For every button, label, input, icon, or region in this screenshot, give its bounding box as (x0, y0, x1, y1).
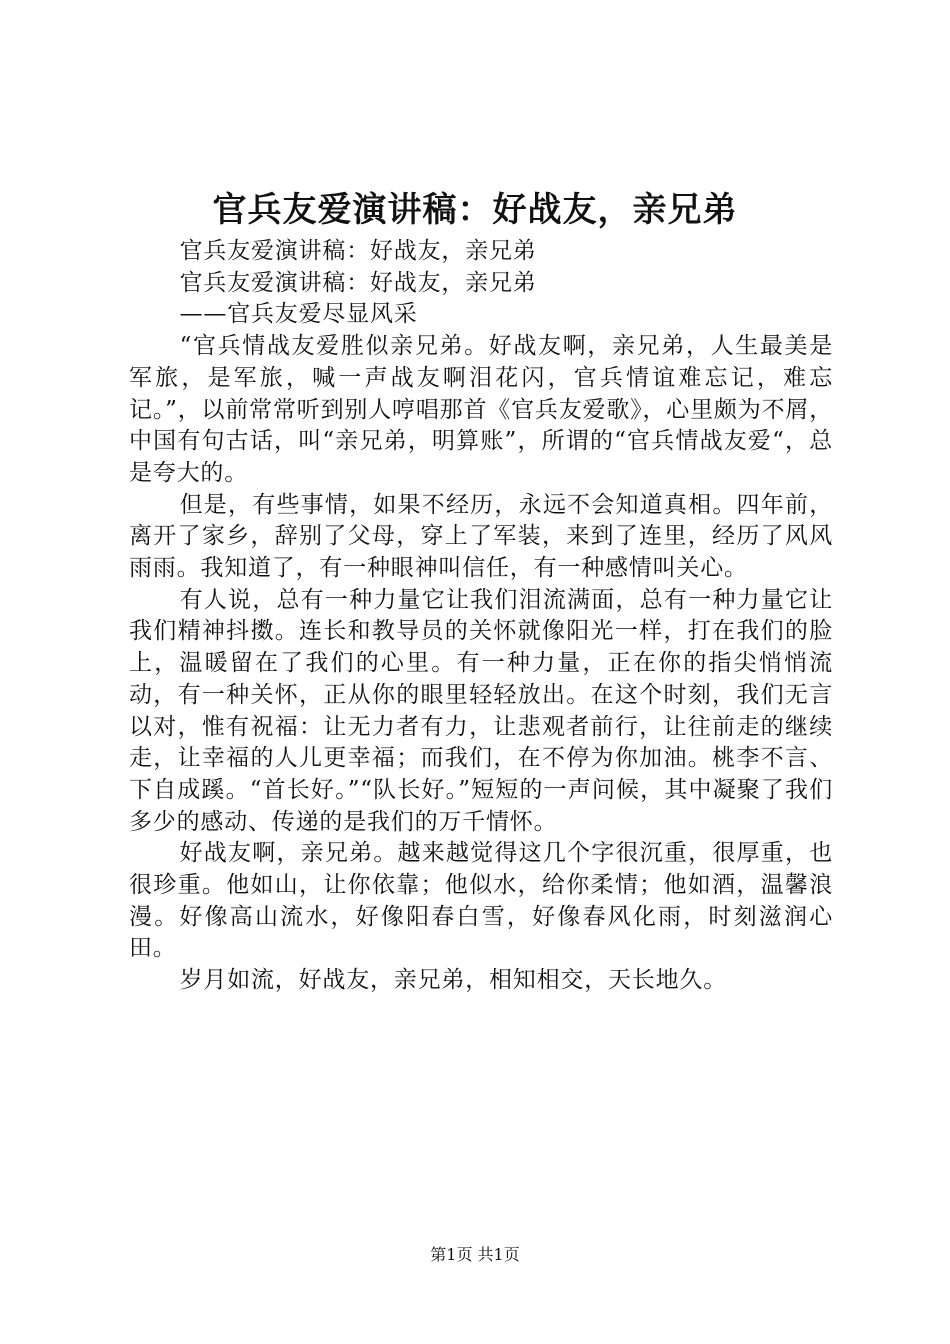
paragraph-3: 有人说，总有一种力量它让我们泪流满面，总有一种力量它让我们精神抖擞。连长和教导员的关怀就像阳光一样，打在我们的脸上，温暖留在了我们的心里。有一种力量，正在你的指尖悄悄流动，有一种关怀，正从你的眼里轻轻放出。在这个时刻，我们无言以对，惟有祝福：让无力者有力，让悲观者前行，让往前走的继续走，让幸福的人儿更幸福；而我们，在不停为你加油。桃李不言、下自成蹊。“首长好。”“队长好。”短短的一声问候，其中凝聚了我们多少的感动、传递的是我们的万千情怀。 (129, 586, 833, 835)
page-number-footer: 第1页 共1页 (430, 1245, 520, 1264)
paragraph-subtitle-2: 官兵友爱演讲稿：好战友，亲兄弟 (179, 269, 537, 296)
document-title: 官兵友爱演讲稿：好战友，亲兄弟 (212, 190, 738, 230)
paragraph-2: 但是，有些事情，如果不经历，永远不会知道真相。四年前，离开了家乡，辞别了父母，穿上了军装，来到了连里，经历了风风雨雨。我知道了，有一种眼神叫信任，有一种感情叫关心。 (129, 491, 833, 582)
paragraph-subtitle-1: 官兵友爱演讲稿：好战友，亲兄弟 (179, 238, 537, 264)
document-body (129, 236, 833, 997)
paragraph-4: 好战友啊，亲兄弟。越来越觉得这几个字很沉重，很厚重，也很珍重。他如山，让你依靠；他似水，给你柔情；他如酒，温馨浪漫。好像高山流水，好像阳春白雪，好像春风化雨，时刻滋润心田。 (129, 840, 833, 962)
paragraph-tagline: ——官兵友爱尽显风采 (179, 301, 418, 328)
paragraph-5: 岁月如流，好战友，亲兄弟，相知相交，天长地久。 (179, 967, 727, 994)
paragraph-1: “官兵情战友爱胜似亲兄弟。好战友啊，亲兄弟，人生最美是军旅，是军旅，喊一声战友啊泪花闪，官兵情谊难忘记，难忘记。”，以前常常听到别人哼唱那首《官兵友爱歌》，心里颇为不屑，中国有句古话，叫“亲兄弟，明算账”，所谓的“官兵情战友爱“，总是夸大的。 (129, 333, 833, 486)
